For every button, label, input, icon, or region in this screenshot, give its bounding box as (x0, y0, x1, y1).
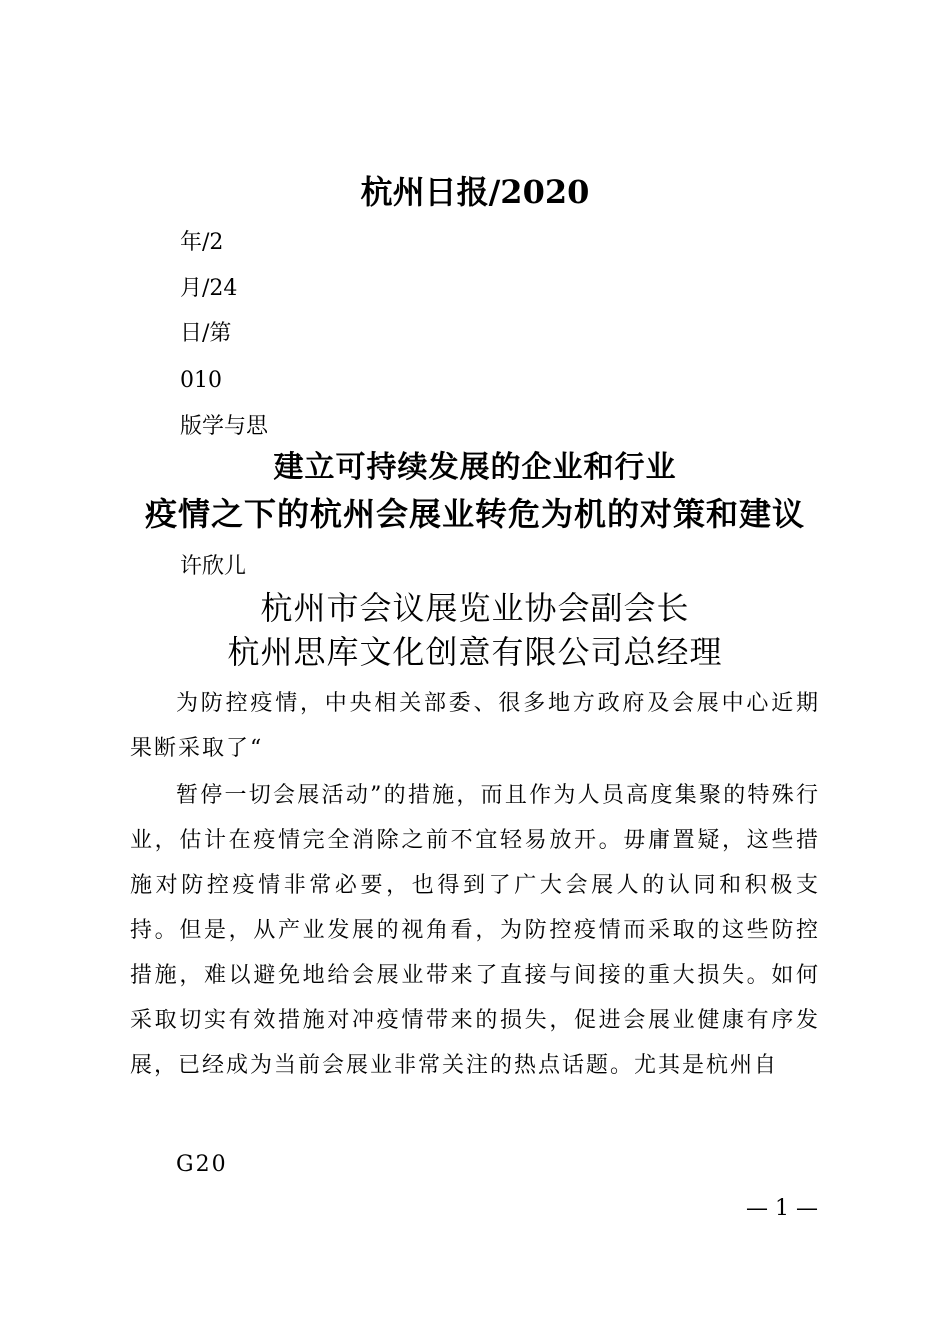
meta-line-section: 版学与思 (180, 414, 269, 439)
author-affiliation-1: 杭州市会议展览业协会副会长 (260, 589, 690, 627)
body-paragraph-2: 暂停一切会展活动”的措施，而且作为人员高度集聚的特殊行业，估计在疫情完全消除之前不宜轻易放开。毋庸置疑，这些措施对防控疫情非常必要，也得到了广大会展人的认同和积极支持。但是，从产业发展的视角看，为防控疫情而采取的这些防控措施，难以避免地给会展业带来了直接与间接的重大损失。如何采取切实有效措施对冲疫情带来的损失，促进会展业健康有序发展，已经成为当前会展业非常关注的热点话题。尤其是杭州自 (130, 783, 820, 1078)
meta-line-year: 年/2 (180, 230, 224, 255)
article-subtitle: 疫情之下的杭州会展业转危为机的对策和建议 (144, 495, 805, 533)
masthead: 杭州日报/2020 (360, 173, 590, 211)
meta-line-month: 月/24 (180, 276, 238, 301)
meta-line-edition: 010 (180, 368, 222, 393)
page-number: — 1 — (746, 1196, 818, 1221)
meta-line-day: 日/第 (180, 321, 232, 346)
article-title: 建立可持续发展的企业和行业 (273, 450, 677, 485)
author-name: 许欣儿 (180, 554, 247, 579)
body-paragraph-3: G20 (176, 1152, 228, 1177)
author-affiliation-2: 杭州思库文化创意有限公司总经理 (227, 633, 723, 671)
body-paragraph-1: 为防控疫情，中央相关部委、很多地方政府及会展中心近期果断采取了“ (130, 691, 820, 761)
